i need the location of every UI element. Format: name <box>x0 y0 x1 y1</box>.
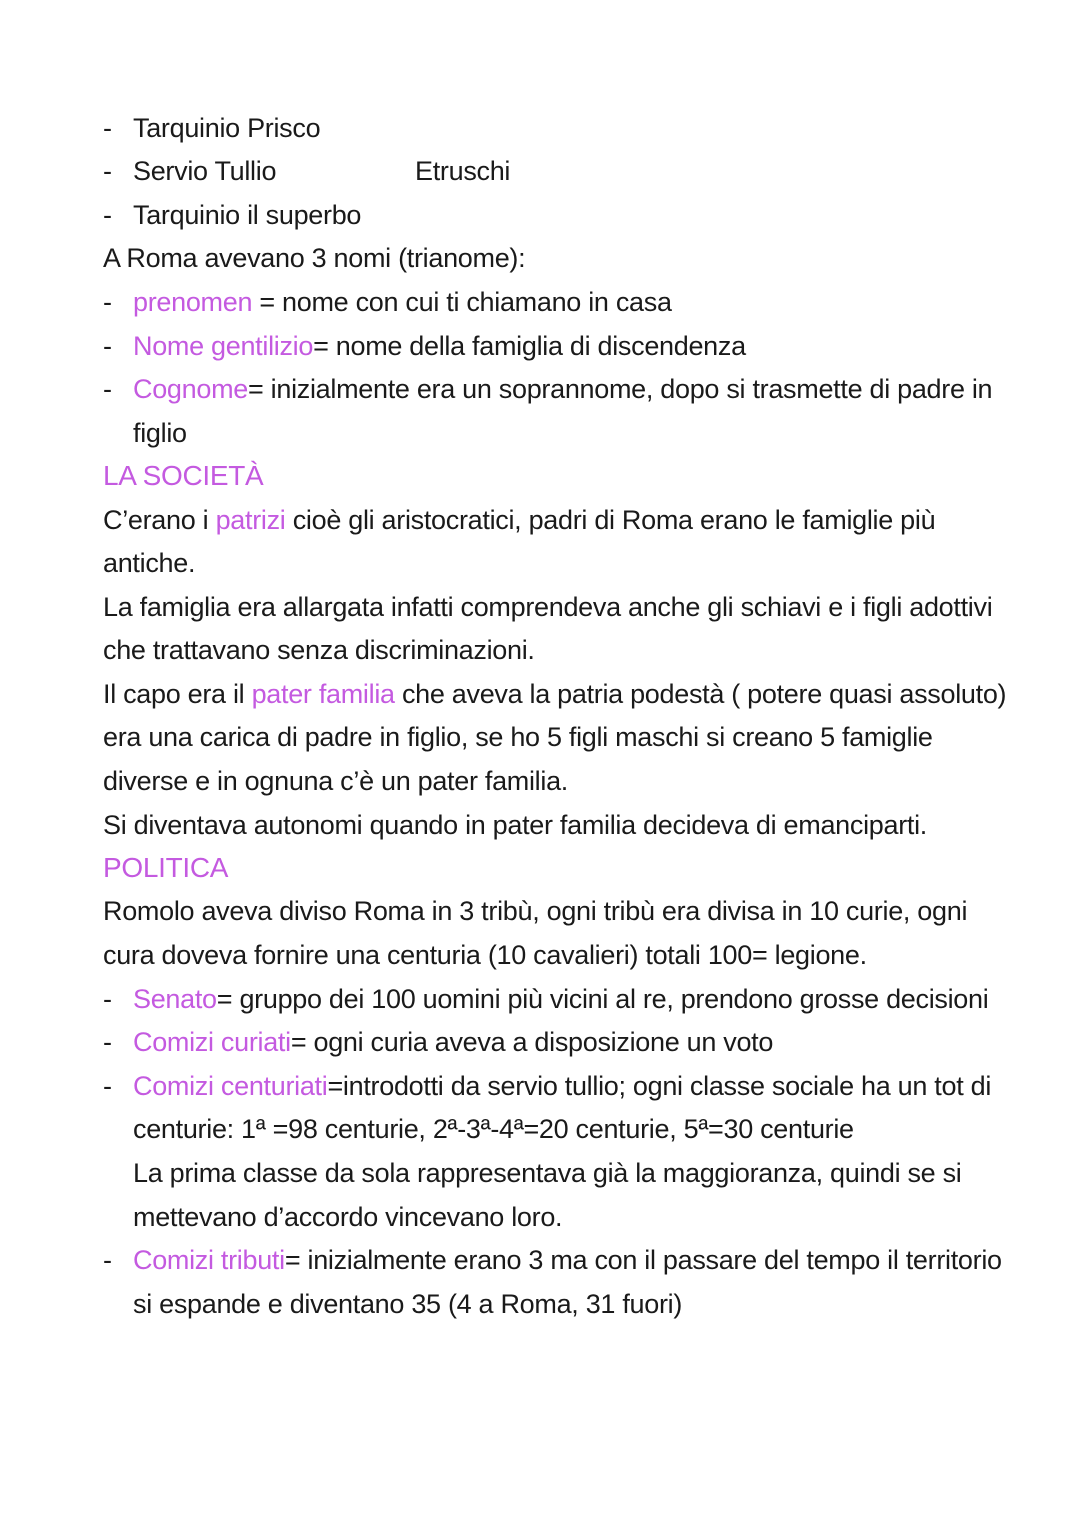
term-pater-familia: pater familia <box>251 679 395 709</box>
king-2: Servio Tullio <box>133 156 277 186</box>
term-comizi-tributi: Comizi tributi <box>133 1245 285 1275</box>
def-prenomen: = nome con cui ti chiamano in casa <box>252 287 672 317</box>
def-comizi-centuriati-cont3: mettevano d’accordo vincevano loro. <box>133 1202 563 1232</box>
society-p1-line2: antiche. <box>103 548 196 578</box>
def-comizi-centuriati-cont1: centurie: 1ª =98 centurie, 2ª-3ª-4ª=20 centurie, 5ª=30 centurie <box>133 1114 854 1144</box>
bullet-dash: - <box>103 156 112 186</box>
society-p3 <box>103 676 1006 712</box>
society-p1-pre: C’erano i <box>103 505 216 535</box>
term-comizi-centuriati: Comizi centuriati <box>133 1071 328 1101</box>
name-item-prenomen <box>133 284 672 320</box>
society-p3-pre: Il capo era il <box>103 679 252 709</box>
bullet-dash: - <box>103 287 112 317</box>
society-p2-line2: che trattavano senza discriminazioni. <box>103 635 535 665</box>
term-cognome: Cognome <box>133 374 248 404</box>
politics-item-tributi <box>133 1242 1002 1278</box>
term-comizi-curiati: Comizi curiati <box>133 1027 291 1057</box>
term-patrizi: patrizi <box>215 505 286 535</box>
def-comizi-centuriati: =introdotti da servio tullio; ogni classe sociale ha un tot di <box>327 1071 992 1101</box>
def-comizi-centuriati-cont2: La prima classe da sola rappresentava già la maggioranza, quindi se si <box>133 1158 962 1188</box>
def-gentilizio: = nome della famiglia di discendenza <box>313 331 746 361</box>
society-p3-line3: diverse e in ognuna c’è un pater familia. <box>103 766 568 796</box>
bullet-dash: - <box>103 331 112 361</box>
bullet-dash: - <box>103 200 112 230</box>
bullet-dash: - <box>103 374 112 404</box>
bullet-dash: - <box>103 113 112 143</box>
king-3: Tarquinio il superbo <box>133 200 362 230</box>
def-senato: = gruppo dei 100 uomini più vicini al re, prendono grosse decisioni <box>216 984 989 1014</box>
etruschi-note: Etruschi <box>415 156 511 186</box>
def-cognome: = inizialmente era un soprannome, dopo si trasmette di padre in <box>247 374 993 404</box>
def-comizi-curiati: = ogni curia aveva a disposizione un voto <box>290 1027 774 1057</box>
society-p3-post: che aveva la patria podestà ( potere quasi assoluto) <box>394 679 1007 709</box>
society-p1 <box>103 502 935 538</box>
society-p3-line2: era una carica di padre in figlio, se ho 5 figli maschi si creano 5 famiglie <box>103 722 933 752</box>
def-comizi-tributi: = inizialmente erano 3 ma con il passare del tempo il territorio <box>284 1245 1002 1275</box>
name-item-cognome <box>133 371 992 407</box>
society-p1-post: cioè gli aristocratici, padri di Roma erano le famiglie più <box>285 505 936 535</box>
heading-politica: POLITICA <box>103 852 229 883</box>
society-p2-line1: La famiglia era allargata infatti comprendeva anche gli schiavi e i figli adottivi <box>103 592 993 622</box>
def-cognome-cont: figlio <box>133 418 187 448</box>
king-1: Tarquinio Prisco <box>133 113 321 143</box>
term-prenomen: prenomen <box>133 287 253 317</box>
def-comizi-tributi-cont1: si espande e diventano 35 (4 a Roma, 31 fuori) <box>133 1289 683 1319</box>
bullet-dash: - <box>103 984 112 1014</box>
names-intro: A Roma avevano 3 nomi (trianome): <box>103 243 526 273</box>
name-item-gentilizio <box>133 328 746 364</box>
bullet-dash: - <box>103 1071 112 1101</box>
term-gentilizio: Nome gentilizio <box>133 331 314 361</box>
politics-item-centuriati <box>133 1068 991 1104</box>
politics-p1-line2: cura doveva fornire una centuria (10 cavalieri) totali 100= legione. <box>103 940 867 970</box>
politics-p1-line1: Romolo aveva diviso Roma in 3 tribù, ogni tribù era divisa in 10 curie, ogni <box>103 896 968 926</box>
politics-item-senato <box>133 981 988 1017</box>
heading-societa: LA SOCIETÀ <box>103 460 264 491</box>
politics-item-curiati <box>133 1024 773 1060</box>
society-p4: Si diventava autonomi quando in pater familia decideva di emanciparti. <box>103 810 928 840</box>
bullet-dash: - <box>103 1027 112 1057</box>
term-senato: Senato <box>133 984 217 1014</box>
bullet-dash: - <box>103 1245 112 1275</box>
